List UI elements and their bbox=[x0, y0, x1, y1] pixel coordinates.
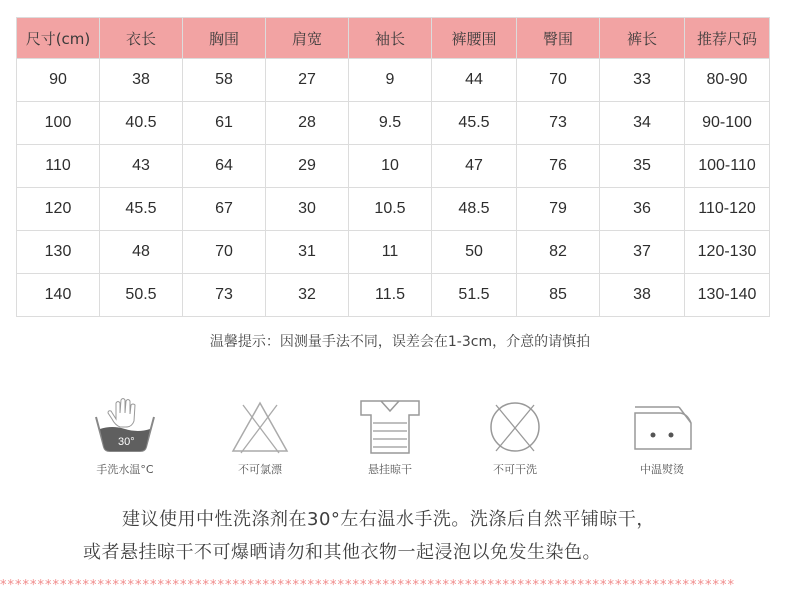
table-cell: 9 bbox=[349, 59, 432, 102]
table-cell: 51.5 bbox=[432, 274, 517, 317]
table-cell: 9.5 bbox=[349, 102, 432, 145]
table-cell: 48 bbox=[100, 231, 183, 274]
table-cell: 11.5 bbox=[349, 274, 432, 317]
care-instructions bbox=[95, 395, 735, 485]
iron-medium-icon bbox=[627, 395, 697, 457]
table-cell: 27 bbox=[266, 59, 349, 102]
table-cell: 11 bbox=[349, 231, 432, 274]
care-item-iron bbox=[607, 395, 717, 477]
table-cell: 110 bbox=[17, 145, 100, 188]
header-cell: 肩宽 bbox=[266, 18, 349, 59]
header-cell: 推荐尺码 bbox=[685, 18, 770, 59]
table-cell: 33 bbox=[600, 59, 685, 102]
care-item-no-bleach bbox=[205, 395, 315, 477]
care-label: 不可氯漂 bbox=[238, 463, 282, 476]
table-cell: 43 bbox=[100, 145, 183, 188]
table-cell: 70 bbox=[183, 231, 266, 274]
table-cell: 140 bbox=[17, 274, 100, 317]
table-cell: 30 bbox=[266, 188, 349, 231]
no-tumble-dry-icon bbox=[480, 395, 550, 457]
table-row bbox=[17, 102, 770, 145]
table-cell: 100 bbox=[17, 102, 100, 145]
wash-note-line-1: 建议使用中性洗涤剂在30°左右温水手洗。洗涤后自然平铺晾干， bbox=[122, 509, 655, 530]
table-cell: 90 bbox=[17, 59, 100, 102]
wash-note-line-2: 或者悬挂晾干不可爆晒请勿和其他衣物一起浸泡以免发生染色。 bbox=[83, 542, 601, 563]
table-cell: 130 bbox=[17, 231, 100, 274]
table-cell: 36 bbox=[600, 188, 685, 231]
care-item-hang-dry bbox=[335, 395, 445, 477]
header-cell: 袖长 bbox=[349, 18, 432, 59]
care-label: 手洗水温°C bbox=[96, 463, 154, 476]
hang-dry-icon bbox=[355, 395, 425, 457]
table-cell: 31 bbox=[266, 231, 349, 274]
table-cell: 48.5 bbox=[432, 188, 517, 231]
measurement-tip: 温馨提示：因测量手法不同，误差会在1-3cm，介意的请慎拍 bbox=[209, 334, 591, 350]
table-cell: 76 bbox=[517, 145, 600, 188]
table-cell: 35 bbox=[600, 145, 685, 188]
hand-wash-icon bbox=[90, 395, 160, 457]
care-item-hand-wash bbox=[70, 395, 180, 477]
table-cell: 50.5 bbox=[100, 274, 183, 317]
table-cell: 67 bbox=[183, 188, 266, 231]
table-cell: 130-140 bbox=[685, 274, 770, 317]
table-cell: 80-90 bbox=[685, 59, 770, 102]
table-cell: 38 bbox=[600, 274, 685, 317]
header-cell: 臀围 bbox=[517, 18, 600, 59]
care-label: 中温熨烫 bbox=[640, 463, 684, 476]
header-cell: 裤腰围 bbox=[432, 18, 517, 59]
table-cell: 73 bbox=[183, 274, 266, 317]
table-cell: 32 bbox=[266, 274, 349, 317]
table-cell: 82 bbox=[517, 231, 600, 274]
table-cell: 120-130 bbox=[685, 231, 770, 274]
table-cell: 38 bbox=[100, 59, 183, 102]
table-cell: 47 bbox=[432, 145, 517, 188]
table-cell: 120 bbox=[17, 188, 100, 231]
wash-temperature: 30° bbox=[118, 436, 135, 448]
table-cell: 90-100 bbox=[685, 102, 770, 145]
table-cell: 44 bbox=[432, 59, 517, 102]
header-cell: 衣长 bbox=[100, 18, 183, 59]
header-cell: 尺寸(cm) bbox=[17, 18, 100, 59]
table-cell: 61 bbox=[183, 102, 266, 145]
no-bleach-icon bbox=[225, 395, 295, 457]
care-label: 悬挂晾干 bbox=[368, 463, 412, 476]
table-cell: 50 bbox=[432, 231, 517, 274]
table-header-row bbox=[17, 18, 770, 59]
header-cell: 裤长 bbox=[600, 18, 685, 59]
table-cell: 110-120 bbox=[685, 188, 770, 231]
table-row bbox=[17, 231, 770, 274]
table-cell: 79 bbox=[517, 188, 600, 231]
table-cell: 100-110 bbox=[685, 145, 770, 188]
table-cell: 37 bbox=[600, 231, 685, 274]
table-cell: 45.5 bbox=[100, 188, 183, 231]
table-cell: 64 bbox=[183, 145, 266, 188]
care-label: 不可干洗 bbox=[493, 463, 537, 476]
table-cell: 28 bbox=[266, 102, 349, 145]
table-cell: 34 bbox=[600, 102, 685, 145]
header-cell: 胸围 bbox=[183, 18, 266, 59]
table-cell: 10.5 bbox=[349, 188, 432, 231]
table-cell: 29 bbox=[266, 145, 349, 188]
table-row bbox=[17, 145, 770, 188]
table-row bbox=[17, 59, 770, 102]
table-cell: 10 bbox=[349, 145, 432, 188]
size-chart-table bbox=[16, 17, 770, 317]
decorative-star-border: ************************************************************************************************** bbox=[0, 579, 735, 593]
table-row bbox=[17, 188, 770, 231]
table-cell: 70 bbox=[517, 59, 600, 102]
table-cell: 73 bbox=[517, 102, 600, 145]
table-cell: 85 bbox=[517, 274, 600, 317]
table-row bbox=[17, 274, 770, 317]
table-cell: 40.5 bbox=[100, 102, 183, 145]
table-cell: 58 bbox=[183, 59, 266, 102]
care-item-no-dry-clean bbox=[460, 395, 570, 477]
table-cell: 45.5 bbox=[432, 102, 517, 145]
table-body bbox=[17, 59, 770, 317]
